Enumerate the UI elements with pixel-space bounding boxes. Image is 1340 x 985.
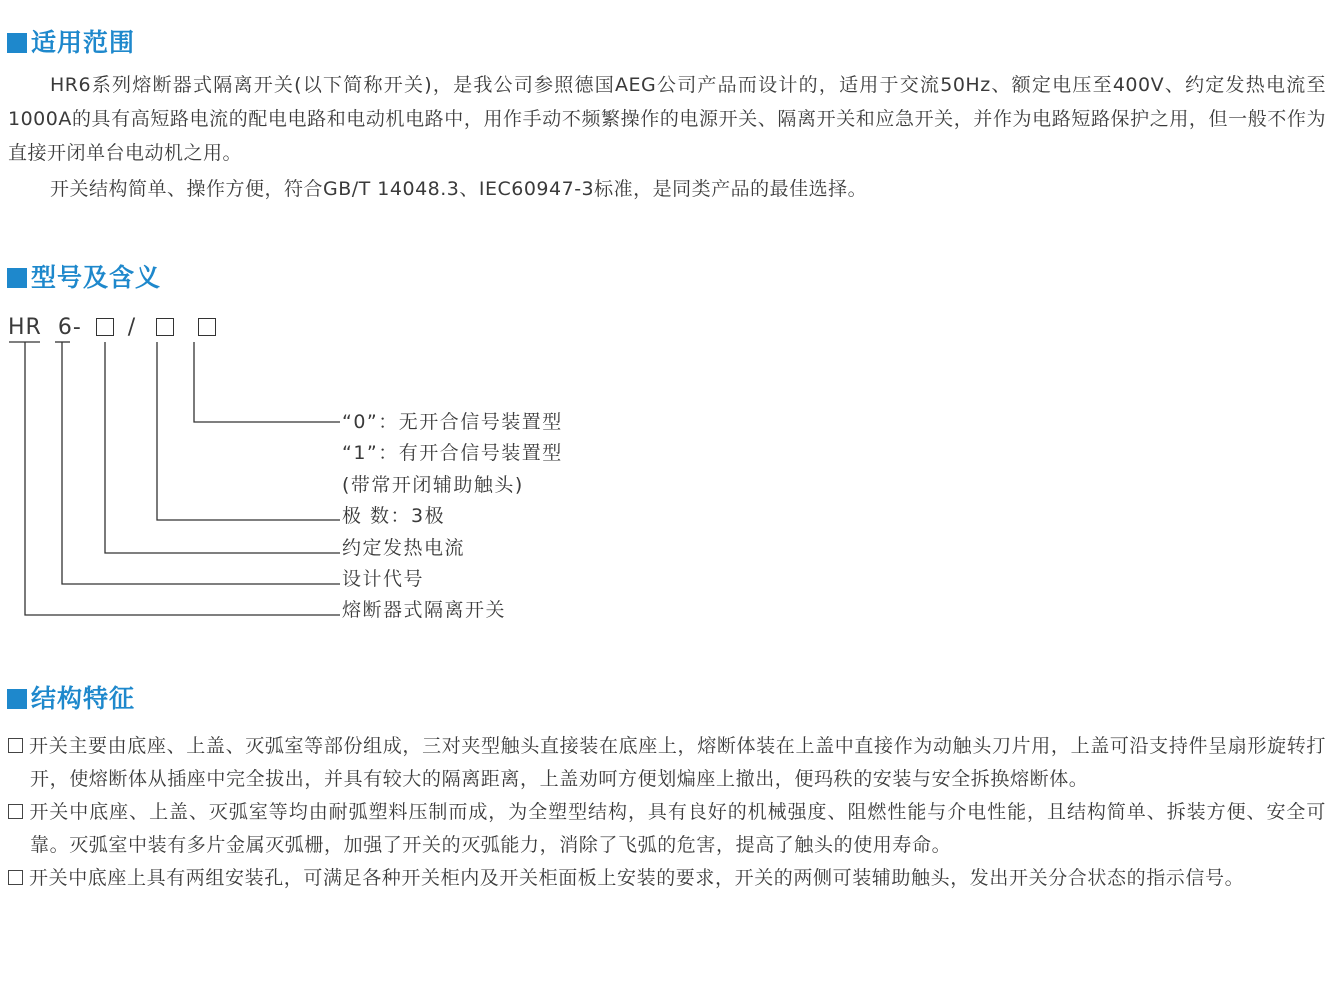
model-code-hr: HR [8, 315, 42, 340]
checkbox-square-icon [8, 738, 23, 753]
branch-poles [157, 342, 340, 520]
checkbox-square-icon [8, 804, 23, 819]
label-type: 熔断器式隔离开关 [342, 599, 507, 621]
list-item [8, 796, 1326, 862]
list-item-text: 开关中底座、上盖、灭弧室等均由耐弧塑料压制而成，为全塑型结构，具有良好的机械强度、阻燃性能与介电性能，且结构简单、拆装方便、安全可靠。灭弧室中装有多片金属灭弧栅，加强了开关的灭弧能力，消除了飞弧的危害，提高了触头的使用寿命。 [29, 801, 1326, 856]
checkbox-square-icon [8, 870, 23, 885]
label-contact-0: “0”：无开合信号装置型 [342, 411, 563, 433]
heading-square-icon [7, 689, 27, 709]
branch-current [105, 342, 340, 553]
section-title: 结构特征 [31, 684, 136, 713]
section-title: 型号及含义 [31, 263, 162, 292]
model-code-6: 6- [57, 315, 82, 340]
label-contact-note: (带常开闭辅助触头) [342, 474, 524, 496]
list-item [8, 862, 1326, 895]
label-poles: 极 数：3极 [342, 505, 446, 527]
structure-list [8, 730, 1326, 895]
branch-contact [194, 342, 340, 422]
model-code-slash: / [127, 315, 137, 340]
list-item-text: 开关主要由底座、上盖、灭弧室等部份组成，三对夹型触头直接装在底座上，熔断体装在上盖中直接作为动触头刀片用，上盖可沿支持件呈扇形旋转打开，使熔断体从插座中完全拔出，并具有较大的隔离距离，上盖劝呵方便划煸座上撤出，便玛秩的安装与安全拆换熔断体。 [29, 735, 1326, 790]
label-current: 约定发热电流 [342, 537, 466, 559]
section-title: 适用范围 [31, 28, 136, 57]
list-item-text: 开关中底座上具有两组安装孔，可满足各种开关柜内及开关柜面板上安装的要求，开关的两侧可装辅助触头，发出开关分合状态的指示信号。 [29, 867, 1245, 889]
section-heading-structure [7, 684, 135, 714]
label-design: 设计代号 [342, 568, 425, 590]
scope-paragraph-2: 开关结构简单、操作方便，符合GB/T 14048.3、IEC60947-3标准，是同类产品的最佳选择。 [50, 178, 868, 200]
label-contact-1: “1”：有开合信号装置型 [342, 442, 563, 464]
scope-paragraph-1: HR6系列熔断器式隔离开关(以下简称开关)，是我公司参照德国AEG公司产品而设计的，适用于交流50Hz、额定电压至400V、约定发热电流至1000A的具有高短路电流的配电电路和电动机电路中，用作手动不频繁操作的电源开关、隔离开关和应急开关，并作为电路短路保护之用，但一般不作为直接开闭单台电动机之用。 [8, 74, 1326, 164]
list-item [8, 730, 1326, 796]
branch-design [62, 342, 340, 584]
branch-type [25, 342, 340, 615]
